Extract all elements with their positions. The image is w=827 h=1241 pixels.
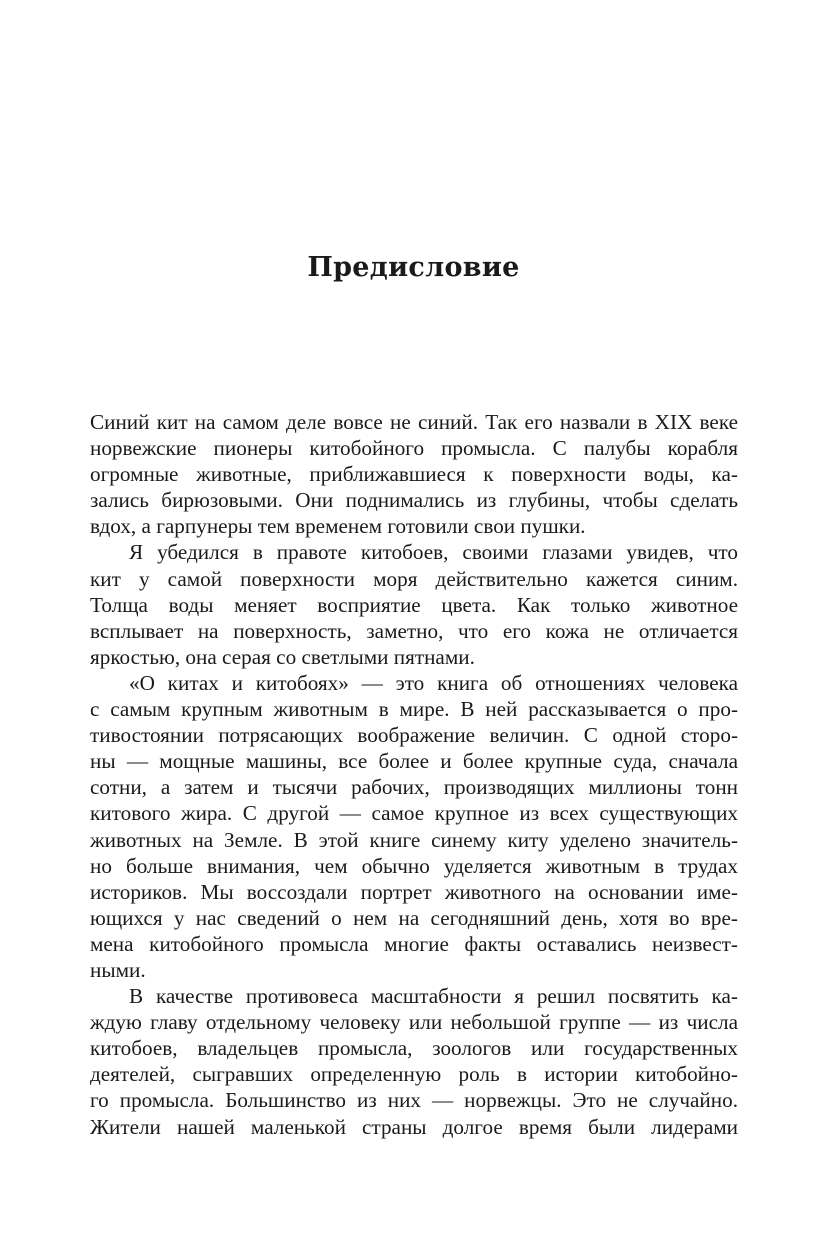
text-line: ны — мощные машины, все более и более крупные суда, сначала — [90, 749, 738, 774]
text-line: го промысла. Большинство из них — норвежцы. Это не случайно. — [90, 1088, 738, 1113]
text-line: но больше внимания, чем обычно уделяется животным в трудах — [90, 853, 738, 878]
text-line: мена китобойного промысла многие факты оставались неизвест- — [90, 931, 738, 956]
text-line: историков. Мы воссоздали портрет животного на основании име- — [90, 879, 738, 904]
text-line: всплывает на поверхность, заметно, что его кожа не отличается — [90, 618, 738, 643]
text-line: сотни, а затем и тысячи рабочих, производящих миллионы тонн — [90, 775, 738, 800]
text-line: кит у самой поверхности моря действительно кажется синим. — [90, 566, 738, 591]
text-line: «О китах и китобоях» — это книга об отношениях человека — [129, 670, 738, 695]
chapter-title: Предисловие — [307, 252, 520, 283]
text-line: с самым крупным животным в мире. В ней рассказывается о про- — [90, 697, 738, 722]
text-line: ждую главу отдельному человеку или небольшой группе — из числа — [90, 1010, 738, 1035]
text-line: тивостоянии потрясающих воображение величин. С одной сторо- — [90, 723, 738, 748]
text-line: ющихся у нас сведений о нем на сегодняшний день, хотя во вре- — [90, 905, 738, 930]
text-line: Толща воды меняет восприятие цвета. Как только животное — [90, 592, 738, 617]
text-line: яркостью, она серая со светлыми пятнами. — [90, 644, 475, 669]
text-line: китобоев, владельцев промысла, зоологов или государственных — [90, 1036, 738, 1061]
text-line: животных на Земле. В этой книге синему киту уделено значитель- — [90, 827, 738, 852]
text-line: ными. — [90, 957, 146, 982]
text-line: Я убедился в правоте китобоев, своими глазами увидев, что — [129, 540, 738, 565]
text-line: Синий кит на самом деле вовсе не синий. Так его назвали в XIX веке — [90, 410, 738, 434]
text-line: Жители нашей маленькой страны долгое время были лидерами — [90, 1114, 738, 1139]
text-line: В качестве противовеса масштабности я решил посвятить ка- — [129, 984, 738, 1009]
text-line: деятелей, сыгравших определенную роль в истории китобойно- — [90, 1062, 738, 1087]
text-line: норвежские пионеры китобойного промысла. С палубы корабля — [90, 436, 738, 461]
text-line: вдох, а гарпунеры тем временем готовили свои пушки. — [90, 514, 586, 539]
text-line: зались бирюзовыми. Они поднимались из глубины, чтобы сделать — [90, 488, 738, 513]
body-text — [90, 409, 738, 1140]
text-line: огромные животные, приближавшиеся к поверхности воды, ка- — [90, 462, 738, 487]
text-line: китового жира. С другой — самое крупное из всех существующих — [90, 801, 738, 826]
